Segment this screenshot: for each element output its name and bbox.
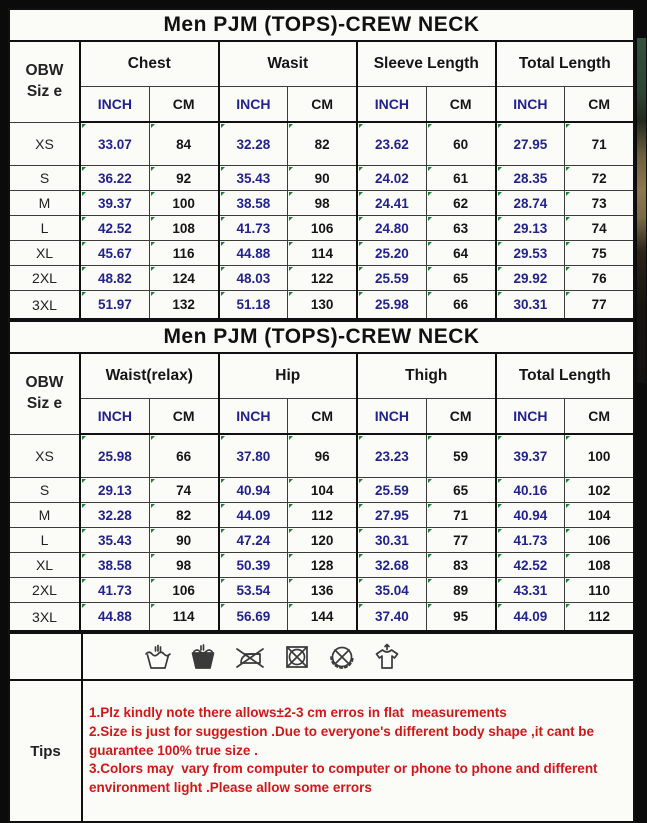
cm-value-cell: 83	[426, 553, 495, 578]
cm-value-cell: 92	[149, 166, 218, 191]
inch-value-cell: 32.68	[357, 553, 426, 578]
unit-header-inch: INCH	[357, 399, 426, 435]
inch-value-cell: 37.40	[357, 603, 426, 632]
table-row	[9, 603, 634, 632]
size-cell: 2XL	[9, 266, 80, 291]
size-cell: XS	[9, 122, 80, 166]
inch-value-cell: 40.94	[219, 478, 288, 503]
cm-value-cell: 82	[288, 122, 357, 166]
cm-value-cell: 84	[149, 122, 218, 166]
wash-tub-icon	[188, 642, 218, 672]
size-header-line2: Siz e	[26, 82, 63, 100]
cm-value-cell: 136	[288, 578, 357, 603]
size-cell: M	[9, 503, 80, 528]
do-not-iron-icon	[233, 642, 267, 672]
size-table-tops	[8, 8, 635, 320]
cm-value-cell: 110	[565, 578, 634, 603]
cm-value-cell: 114	[288, 241, 357, 266]
care-and-tips-block	[8, 632, 635, 823]
tip-line-2: 2.Size is just for suggestion .Due to everyone's different body shape ,it cant be guarantee 100% true size .	[89, 723, 598, 758]
cm-value-cell: 124	[149, 266, 218, 291]
inch-value-cell: 24.80	[357, 216, 426, 241]
cm-value-cell: 128	[288, 553, 357, 578]
cm-value-cell: 60	[426, 122, 495, 166]
table-row	[9, 241, 634, 266]
inch-value-cell: 24.02	[357, 166, 426, 191]
tip-line-1: 1.Plz kindly note there allows±2-3 cm erros in flat measurements	[89, 704, 507, 720]
empty-label-cell	[9, 633, 82, 680]
cm-value-cell: 65	[426, 478, 495, 503]
inch-value-cell: 35.04	[357, 578, 426, 603]
inch-value-cell: 56.69	[219, 603, 288, 632]
inch-value-cell: 32.28	[80, 503, 149, 528]
inch-value-cell: 47.24	[219, 528, 288, 553]
table-row	[9, 434, 634, 478]
size-cell: 3XL	[9, 603, 80, 632]
cm-value-cell: 71	[565, 122, 634, 166]
inch-value-cell: 38.58	[80, 553, 149, 578]
size-cell: 2XL	[9, 578, 80, 603]
size-table-tops-2	[8, 320, 635, 632]
inch-value-cell: 25.98	[80, 434, 149, 478]
cm-value-cell: 64	[426, 241, 495, 266]
tips-text-cell	[82, 680, 634, 822]
cm-value-cell: 61	[426, 166, 495, 191]
cm-value-cell: 130	[288, 291, 357, 320]
size-cell: XL	[9, 241, 80, 266]
size-header-line1: OBW	[25, 373, 64, 391]
inch-value-cell: 41.73	[80, 578, 149, 603]
cm-value-cell: 108	[149, 216, 218, 241]
care-icons-row	[83, 642, 633, 672]
cm-value-cell: 74	[565, 216, 634, 241]
size-cell: L	[9, 528, 80, 553]
cm-value-cell: 114	[149, 603, 218, 632]
inch-value-cell: 33.07	[80, 122, 149, 166]
unit-header-cm: CM	[149, 399, 218, 435]
size-cell: XL	[9, 553, 80, 578]
table-row	[9, 291, 634, 320]
table-title: Men PJM (TOPS)-CREW NECK	[9, 321, 634, 353]
cm-value-cell: 96	[288, 434, 357, 478]
inch-value-cell: 42.52	[496, 553, 565, 578]
group-header-hip: Hip	[219, 353, 358, 399]
cm-value-cell: 74	[149, 478, 218, 503]
unit-header-inch: INCH	[219, 87, 288, 123]
inch-value-cell: 23.62	[357, 122, 426, 166]
cm-value-cell: 76	[565, 266, 634, 291]
cm-value-cell: 75	[565, 241, 634, 266]
cm-value-cell: 77	[426, 528, 495, 553]
group-header-chest: Chest	[80, 41, 219, 87]
group-header-waist-relax: Waist(relax)	[80, 353, 219, 399]
inch-value-cell: 48.03	[219, 266, 288, 291]
size-cell: S	[9, 478, 80, 503]
table-row	[9, 478, 634, 503]
cm-value-cell: 104	[288, 478, 357, 503]
inch-value-cell: 39.37	[496, 434, 565, 478]
cm-value-cell: 98	[149, 553, 218, 578]
cm-value-cell: 98	[288, 191, 357, 216]
cm-value-cell: 112	[565, 603, 634, 632]
cm-value-cell: 116	[149, 241, 218, 266]
inch-value-cell: 29.92	[496, 266, 565, 291]
cm-value-cell: 77	[565, 291, 634, 320]
inch-value-cell: 29.53	[496, 241, 565, 266]
table-row	[9, 503, 634, 528]
cm-value-cell: 112	[288, 503, 357, 528]
inch-value-cell: 44.88	[80, 603, 149, 632]
table-row	[9, 122, 634, 166]
inch-value-cell: 25.59	[357, 266, 426, 291]
cm-value-cell: 89	[426, 578, 495, 603]
cm-value-cell: 132	[149, 291, 218, 320]
inch-value-cell: 44.09	[496, 603, 565, 632]
unit-header-inch: INCH	[496, 87, 565, 123]
inch-value-cell: 25.20	[357, 241, 426, 266]
cm-value-cell: 106	[149, 578, 218, 603]
cm-value-cell: 102	[565, 478, 634, 503]
inch-value-cell: 43.31	[496, 578, 565, 603]
cm-value-cell: 71	[426, 503, 495, 528]
inch-value-cell: 27.95	[496, 122, 565, 166]
cm-value-cell: 104	[565, 503, 634, 528]
table-row	[9, 191, 634, 216]
unit-header-inch: INCH	[496, 399, 565, 435]
inch-value-cell: 30.31	[496, 291, 565, 320]
inch-value-cell: 35.43	[80, 528, 149, 553]
unit-header-cm: CM	[426, 399, 495, 435]
do-not-dry-clean-icon	[327, 642, 357, 672]
table-title: Men PJM (TOPS)-CREW NECK	[9, 9, 634, 41]
inch-value-cell: 44.88	[219, 241, 288, 266]
table-row	[9, 216, 634, 241]
care-icons-cell	[82, 633, 634, 680]
unit-header-inch: INCH	[357, 87, 426, 123]
cm-value-cell: 108	[565, 553, 634, 578]
inch-value-cell: 28.74	[496, 191, 565, 216]
inch-value-cell: 48.82	[80, 266, 149, 291]
inch-value-cell: 50.39	[219, 553, 288, 578]
inch-value-cell: 32.28	[219, 122, 288, 166]
inch-value-cell: 25.98	[357, 291, 426, 320]
cm-value-cell: 106	[288, 216, 357, 241]
inch-value-cell: 51.18	[219, 291, 288, 320]
tips-label: Tips	[9, 680, 82, 822]
inch-value-cell: 29.13	[80, 478, 149, 503]
inch-value-cell: 53.54	[219, 578, 288, 603]
unit-header-cm: CM	[288, 87, 357, 123]
cm-value-cell: 90	[288, 166, 357, 191]
unit-header-inch: INCH	[80, 87, 149, 123]
inch-value-cell: 51.97	[80, 291, 149, 320]
inch-value-cell: 28.35	[496, 166, 565, 191]
cm-value-cell: 63	[426, 216, 495, 241]
cm-value-cell: 122	[288, 266, 357, 291]
inch-value-cell: 37.80	[219, 434, 288, 478]
unit-header-cm: CM	[288, 399, 357, 435]
table-row	[9, 166, 634, 191]
table-row	[9, 266, 634, 291]
do-not-tumble-dry-icon	[282, 642, 312, 672]
size-column-header	[9, 353, 80, 434]
cm-value-cell: 144	[288, 603, 357, 632]
cm-value-cell: 66	[426, 291, 495, 320]
group-header-thigh: Thigh	[357, 353, 496, 399]
inch-value-cell: 25.59	[357, 478, 426, 503]
size-cell: M	[9, 191, 80, 216]
cm-value-cell: 73	[565, 191, 634, 216]
size-header-line2: Siz e	[26, 394, 63, 412]
size-cell: XS	[9, 434, 80, 478]
inch-value-cell: 36.22	[80, 166, 149, 191]
group-header-waist: Wasit	[219, 41, 358, 87]
cm-value-cell: 120	[288, 528, 357, 553]
group-header-total-length: Total Length	[496, 353, 635, 399]
inch-value-cell: 29.13	[496, 216, 565, 241]
cm-value-cell: 66	[149, 434, 218, 478]
cm-value-cell: 90	[149, 528, 218, 553]
cm-value-cell: 100	[149, 191, 218, 216]
inch-value-cell: 40.16	[496, 478, 565, 503]
size-chart-sheet	[8, 8, 635, 823]
inch-value-cell: 40.94	[496, 503, 565, 528]
table-row	[9, 528, 634, 553]
table-row	[9, 578, 634, 603]
inch-value-cell: 41.73	[496, 528, 565, 553]
inch-value-cell: 45.67	[80, 241, 149, 266]
inch-value-cell: 39.37	[80, 191, 149, 216]
inch-value-cell: 30.31	[357, 528, 426, 553]
inch-value-cell: 42.52	[80, 216, 149, 241]
group-header-sleeve-length: Sleeve Length	[357, 41, 496, 87]
cm-value-cell: 72	[565, 166, 634, 191]
size-header-line1: OBW	[25, 61, 64, 79]
inch-value-cell: 44.09	[219, 503, 288, 528]
cm-value-cell: 106	[565, 528, 634, 553]
unit-header-cm: CM	[565, 399, 634, 435]
inch-value-cell: 41.73	[219, 216, 288, 241]
cm-value-cell: 95	[426, 603, 495, 632]
cm-value-cell: 62	[426, 191, 495, 216]
size-cell: L	[9, 216, 80, 241]
unit-header-inch: INCH	[80, 399, 149, 435]
size-column-header	[9, 41, 80, 122]
cm-value-cell: 82	[149, 503, 218, 528]
cm-value-cell: 100	[565, 434, 634, 478]
inch-value-cell: 38.58	[219, 191, 288, 216]
tip-line-3: 3.Colors may vary from computer to computer or phone to phone and different environment light .Please allow some errors	[89, 761, 602, 796]
unit-header-cm: CM	[565, 87, 634, 123]
background-photo-strip	[637, 38, 646, 383]
table-row	[9, 553, 634, 578]
inch-value-cell: 35.43	[219, 166, 288, 191]
drip-dry-shirt-icon	[372, 642, 402, 672]
inch-value-cell: 27.95	[357, 503, 426, 528]
inch-value-cell: 24.41	[357, 191, 426, 216]
group-header-total-length: Total Length	[496, 41, 635, 87]
size-cell: 3XL	[9, 291, 80, 320]
cm-value-cell: 65	[426, 266, 495, 291]
size-cell: S	[9, 166, 80, 191]
unit-header-inch: INCH	[219, 399, 288, 435]
cm-value-cell: 59	[426, 434, 495, 478]
hand-wash-icon	[143, 642, 173, 672]
unit-header-cm: CM	[426, 87, 495, 123]
inch-value-cell: 23.23	[357, 434, 426, 478]
unit-header-cm: CM	[149, 87, 218, 123]
